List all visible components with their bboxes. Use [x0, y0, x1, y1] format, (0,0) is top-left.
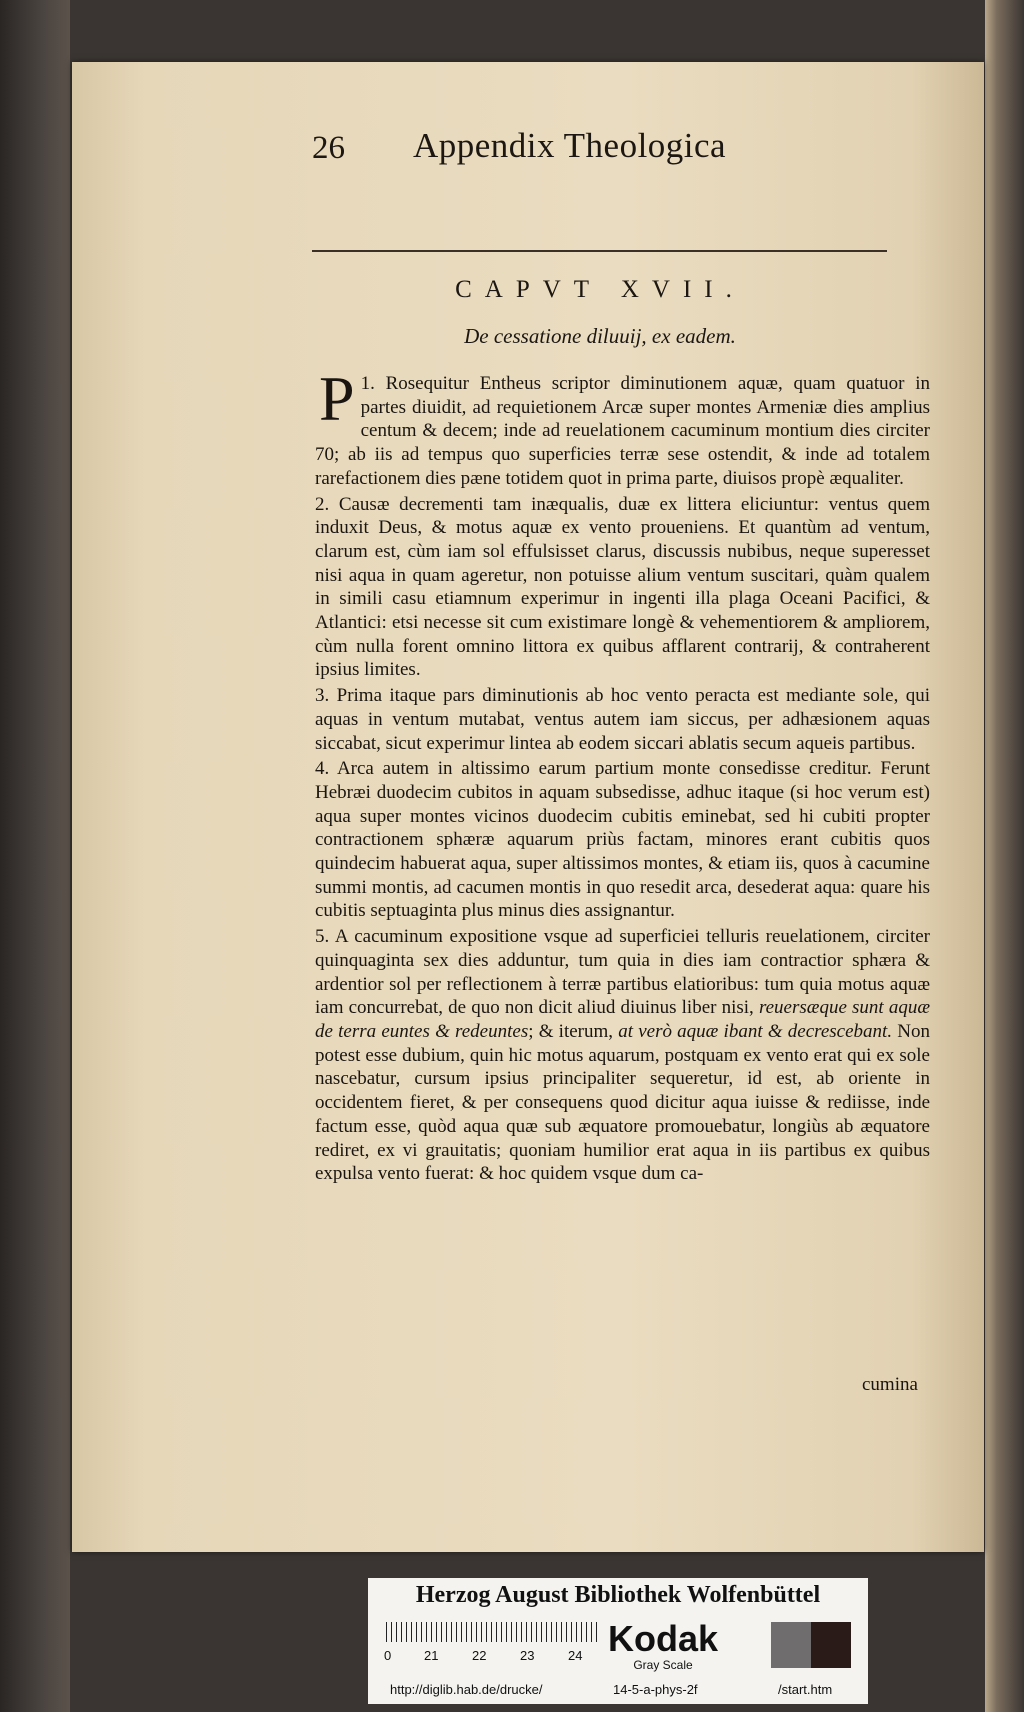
paragraph-number: 5. [315, 926, 330, 948]
paragraph-text: Prima itaque pars diminutionis ab hoc vento peracta est mediante sole, qui aquas in ventum mutabat, ventus autem iam siccus, per adhæsionem aquas siccabat, sicut experimur lintea ab eodem siccari ablatis secum aqueis partibus. [315, 685, 931, 754]
paragraph-2 [315, 493, 930, 683]
ruler-number: 24 [568, 1648, 583, 1663]
paragraph-number: 1. [360, 373, 375, 394]
url-right: /start.htm [778, 1682, 833, 1697]
catchword: cumina [862, 1374, 918, 1395]
ruler-number: 21 [424, 1648, 439, 1663]
body-text [315, 363, 931, 1186]
scale-ruler [386, 1622, 601, 1642]
ruler-number: 0 [384, 1648, 392, 1663]
paragraph-number: 3. [315, 685, 330, 707]
paragraph-1 [315, 363, 931, 491]
paragraph-text: Rosequitur Entheus scriptor diminutionem aquæ, quam quatuor in partes diuidit, ad requietionem Arcæ super montes Armeniæ dies amplius centum & decem; inde ad reuelationem cacuminum montium dies circiter 70; ab iis ad tempus quo superficies terræ sese ostendit, & inde ad totalem rarefactionem dies pæne totidem quot in prima parte, diuisos propè æqualiter. [315, 373, 931, 489]
shelf-signature: 14-5-a-phys-2f [613, 1682, 698, 1697]
paragraph-5 [315, 925, 930, 1186]
paragraph-text: Causæ decrementi tam inæqualis, duæ ex littera eliciuntur: ventus quem induxit Deus, & motus aquæ ex vento proueniens. Et quantùm ad ventum, clarum est, cùm iam sol effulsisset clarus, discussis nubibus, neque superesset nisi aqua in quam ageretur, non potuisse alium ventum suscitari, quàm qualem in simili casu etiamnum experimur in ingenti illa plaga Oceani Pacifici, & Atlantici: etsi necesse sit cum existimare longè & vehementiorem & ampliorem, cùm nulla forent omnino littora ex quibus afflarent contrarij, & contraherent ipsius limites. [315, 493, 930, 681]
kodak-logo: Kodak [607, 1618, 719, 1659]
paragraph-text: ; & iterum, [528, 1020, 614, 1042]
paragraph-text: Non potest esse dubium, quin hic motus aquarum, postquam ex vento erat qui ex sole nascebatur, cursum ipsius principaliter sequeretur, id est, ab oriente in occidentem fieret, & per consequens quod dicitur aqua iuisse & rediisse, inde factum esse, quòd aqua quæ sub æquatore promouebatur, longiùs ab æquatore rediret, ex vi grauitatis; quoniam humilior erat aqua in iis partibus ex quibus expulsa vento fuerat: & hoc quidem vsque dum ca- [315, 1020, 931, 1185]
ruler-number: 23 [520, 1648, 535, 1663]
paragraph-text: A cacuminum expositione vsque ad superficiei telluris reuelationem, circiter quinquaginta sex dies adduntur, tum quia in dies iam contractior sphæra & ardentior sol per reflectionem à terræ partibus elatioribus: tum quia motus aquæ iam concurrebat, de quo non dicit aliud diuinus liber nisi, [315, 926, 931, 1019]
paragraph-number: 2. [315, 493, 330, 515]
running-head: Appendix Theologica [413, 126, 727, 165]
header-rule [312, 250, 887, 252]
page-header [238, 112, 938, 172]
chapter-title: CAPVT XVII. [455, 276, 745, 303]
paragraph-4 [315, 757, 930, 923]
url-left: http://diglib.hab.de/drucke/ [390, 1682, 543, 1697]
scripture-quote: at verò aquæ ibant & decrescebant. [618, 1020, 893, 1042]
paragraph-3 [315, 684, 930, 755]
scan-background-right [985, 0, 1024, 1712]
library-card [368, 1578, 868, 1704]
drop-cap: P [319, 363, 355, 434]
library-name: Herzog August Bibliothek Wolfenbüttel [415, 1582, 821, 1608]
gray-scale-label: Gray Scale [633, 1658, 693, 1672]
scan-background-left [0, 0, 70, 1712]
scripture-quote: reuersæque sunt aquæ de terra euntes & redeuntes [315, 997, 931, 1042]
chapter-subtitle: De cessatione diluuij, ex eadem. [464, 324, 736, 348]
gray-swatch [771, 1622, 811, 1668]
ruler-number: 22 [472, 1648, 487, 1663]
paragraph-number: 4. [315, 758, 330, 780]
paragraph-text: Arca autem in altissimo earum partium monte consedisse creditur. Ferunt Hebræi duodecim cubitos in aquam subsedisse, adhuc itaque (si hoc verum est) aqua super montes vicinos duodecim cubitis eminebat, sed hi cubiti propter contractionem sphæræ aquarum priùs factam, minores erant cubitis quos quindecim habuerat aqua, super altissimos montes, & etiam iis, quos à cacumine summi montis, ad cacumen montis in quo resedit arca, desederat aqua: quare his cubitis septuaginta plus minus dies assignantur. [315, 758, 930, 922]
dark-swatch [811, 1622, 851, 1668]
page-number: 26 [312, 130, 345, 166]
